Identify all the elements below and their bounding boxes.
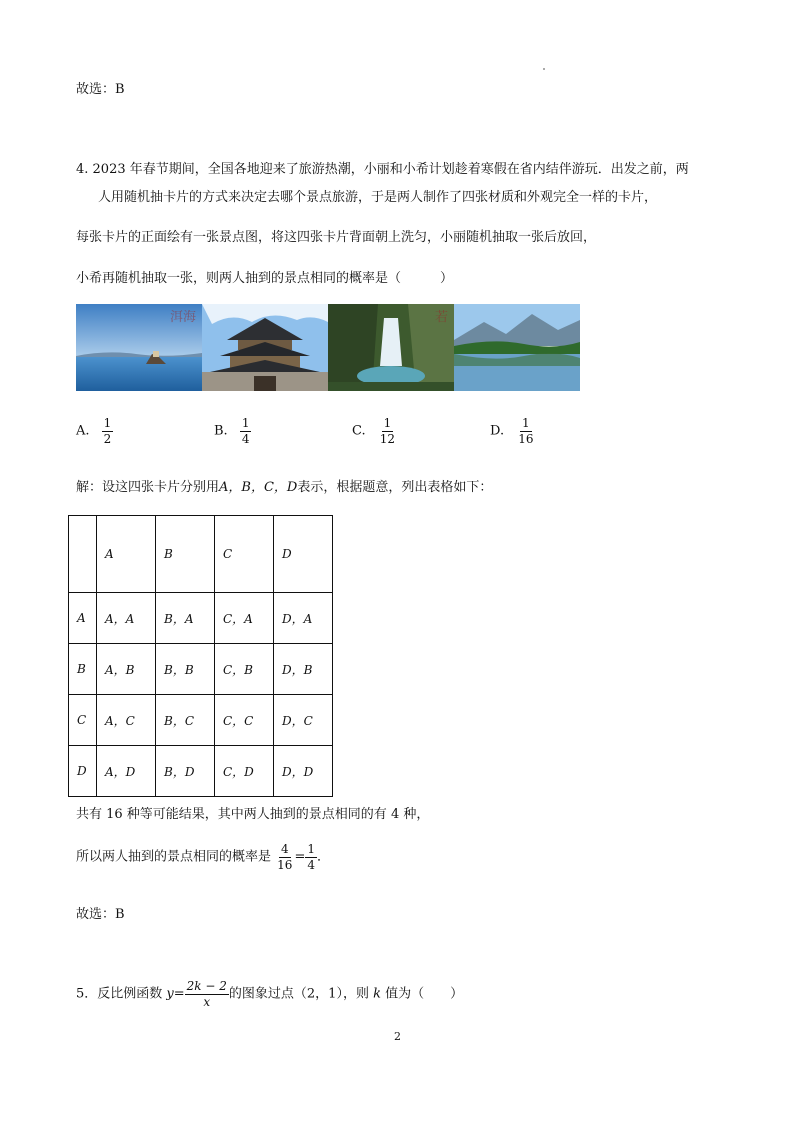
table-header-row bbox=[69, 516, 333, 593]
probability-statement: 所以两人抽到的景点相同的概率是 $\frac{4}{16}$ = $\frac{1}{4}$ ． bbox=[76, 842, 330, 872]
solution-intro: 解：设这四张卡片分别用A，B，C，D表示，根据题意，列出表格如下： bbox=[76, 480, 493, 495]
table-cell: A，A bbox=[97, 593, 156, 644]
q4-answer: 故选：B bbox=[76, 907, 125, 922]
table-row bbox=[69, 695, 333, 746]
option-a[interactable] bbox=[76, 417, 113, 445]
fraction-2k-2-over-x: $\frac{2k - 2}{x}$ bbox=[186, 979, 227, 1009]
scan-speck bbox=[543, 68, 545, 70]
photo-waterfall bbox=[328, 304, 454, 391]
table-cell: D bbox=[274, 516, 333, 593]
table-cell: C bbox=[69, 695, 97, 746]
q4-line-1: 4. 2023 年春节期间，全国各地迎来了旅游热潮，小丽和小希计划趁着寒假在省内结伴游玩．出发之前，两 bbox=[76, 162, 689, 177]
table-cell: B bbox=[156, 516, 215, 593]
table-row bbox=[69, 593, 333, 644]
table-cell: B bbox=[69, 644, 97, 695]
table-cell: D，A bbox=[274, 593, 333, 644]
option-label: C. bbox=[352, 423, 366, 439]
table-cell: C，A bbox=[215, 593, 274, 644]
previous-answer: 故选：B bbox=[76, 82, 125, 97]
photo-mountain-lake bbox=[454, 304, 580, 391]
table-cell: A，C bbox=[97, 695, 156, 746]
table-cell bbox=[69, 516, 97, 593]
scenic-photos bbox=[76, 304, 580, 391]
page-number: 2 bbox=[394, 1030, 401, 1043]
option-d[interactable] bbox=[490, 417, 536, 445]
fraction-1-4: $\frac{1}{4}$ bbox=[307, 842, 315, 872]
option-fraction: $\frac{1}{16}$ bbox=[518, 416, 534, 446]
table-cell: A bbox=[69, 593, 97, 644]
table-cell: D，D bbox=[274, 746, 333, 797]
photo-ancient-tower bbox=[202, 304, 328, 391]
option-b[interactable] bbox=[214, 417, 251, 445]
table-cell: B，B bbox=[156, 644, 215, 695]
table-cell: C，D bbox=[215, 746, 274, 797]
option-fraction: $\frac{1}{12}$ bbox=[379, 416, 396, 446]
table-cell: A，D bbox=[97, 746, 156, 797]
table-cell: B，A bbox=[156, 593, 215, 644]
option-label: D. bbox=[490, 423, 505, 439]
outcome-table bbox=[68, 515, 333, 797]
table-cell: B，D bbox=[156, 746, 215, 797]
fraction-4-16: $\frac{4}{16}$ bbox=[277, 842, 293, 872]
photo-erhai-lake bbox=[76, 304, 202, 391]
table-cell: D，B bbox=[274, 644, 333, 695]
result-statement: 共有 16 种等可能结果，其中两人抽到的景点相同的有 4 种， bbox=[76, 807, 430, 822]
option-fraction: $\frac{1}{4}$ bbox=[241, 416, 250, 446]
option-label: B. bbox=[214, 423, 228, 439]
table-cell: D bbox=[69, 746, 97, 797]
table-row bbox=[69, 644, 333, 695]
table-row bbox=[69, 746, 333, 797]
q4-line-4: 小希再随机抽取一张，则两人抽到的景点相同的概率是（ ） bbox=[76, 271, 454, 286]
option-label: A. bbox=[76, 423, 90, 439]
q5-stem: 5．反比例函数 y= $\frac{2k - 2}{x}$ 的图象过点（2，1），则 k 值为（ ） bbox=[76, 979, 464, 1009]
table-cell: D，C bbox=[274, 695, 333, 746]
table-cell: A bbox=[97, 516, 156, 593]
table-cell: C，C bbox=[215, 695, 274, 746]
q4-line-3: 每张卡片的正面绘有一张景点图，将这四张卡片背面朝上洗匀，小丽随机抽取一张后放回， bbox=[76, 230, 597, 245]
option-c[interactable] bbox=[352, 417, 397, 445]
table-cell: C bbox=[215, 516, 274, 593]
option-fraction: $\frac{1}{2}$ bbox=[103, 416, 112, 446]
photo-caption: 洱海 bbox=[169, 310, 196, 325]
table-cell: C，B bbox=[215, 644, 274, 695]
table-cell: A，B bbox=[97, 644, 156, 695]
photo-caption: 若 bbox=[434, 310, 448, 325]
q4-line-2: 人用随机抽卡片的方式来决定去哪个景点旅游，于是两人制作了四张材质和外观完全一样的卡片， bbox=[98, 190, 658, 205]
table-cell: B，C bbox=[156, 695, 215, 746]
